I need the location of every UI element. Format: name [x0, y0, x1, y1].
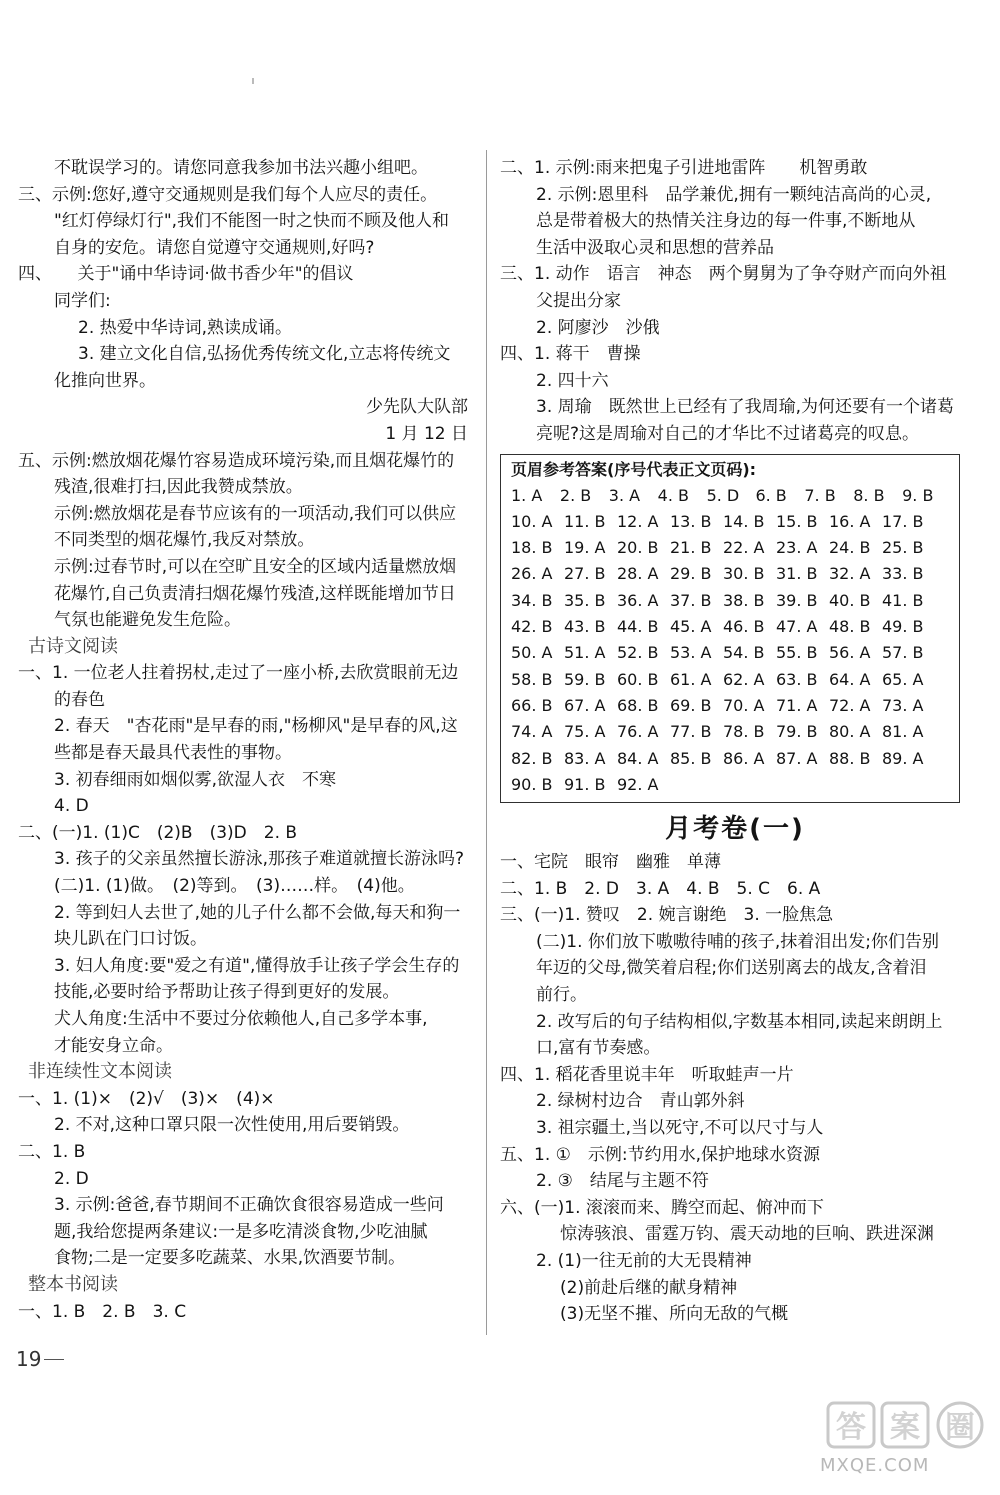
exam-title: 月考卷(一): [665, 814, 805, 845]
header-answer-item: 90. B: [511, 774, 553, 794]
header-answer-item: 16. A: [829, 511, 871, 531]
answer-line: 三、(一)1. 赞叹 2. 婉言谢绝 3. 一脸焦急: [500, 905, 834, 926]
header-answer-item: 4. B: [657, 485, 689, 505]
answer-line: 3. 妇人角度:要"爱之有道",懂得放手让孩子学会生存的: [54, 955, 460, 976]
svg-text:案: 案: [890, 1410, 920, 1445]
answer-line: 一、宅院 眼帘 幽雅 单薄: [500, 852, 721, 873]
header-answer-title: 页眉参考答案(序号代表正文页码):: [511, 459, 757, 479]
header-answer-item: 14. B: [723, 511, 765, 531]
header-answer-item: 67. A: [564, 695, 606, 715]
header-answer-item: 48. B: [829, 617, 871, 637]
answer-line: 3. 建立文化自信,弘扬优秀传统文化,立志将传统文: [78, 344, 451, 365]
header-answer-item: 38. B: [723, 590, 765, 610]
header-answer-item: 69. B: [670, 695, 712, 715]
header-answer-item: 68. B: [617, 695, 659, 715]
answer-line: 自身的安危。请您自觉遵守交通规则,好吗?: [54, 237, 375, 258]
header-answer-item: 61. A: [670, 669, 712, 689]
header-answer-item: 32. A: [829, 564, 871, 584]
answer-line: 年迈的父母,微笑着启程;你们送别离去的战友,含着泪: [536, 958, 927, 979]
section-heading: 非连续性文本阅读: [28, 1061, 172, 1083]
answer-line: 四、1. 蒋干 曹操: [500, 344, 641, 365]
header-answer-item: 20. B: [617, 538, 659, 558]
header-answer-item: 36. A: [617, 590, 659, 610]
answer-line: 示例:过春节时,可以在空旷且安全的区域内适量燃放烟: [54, 556, 457, 577]
header-answer-item: 41. B: [882, 590, 924, 610]
header-answer-item: 42. B: [511, 617, 553, 637]
header-answer-item: 87. A: [776, 748, 818, 768]
header-answer-item: 24. B: [829, 538, 871, 558]
answer-line: 2. 等到妇人去世了,她的儿子什么都不会做,每天和狗一: [54, 902, 461, 923]
answer-line: 五、1. ① 示例:节约用水,保护地球水资源: [500, 1144, 820, 1165]
header-answer-item: 26. A: [511, 564, 553, 584]
header-answer-item: 65. A: [882, 669, 924, 689]
header-answer-item: 3. A: [608, 485, 641, 505]
header-answer-item: 82. B: [511, 748, 553, 768]
header-answer-item: 37. B: [670, 590, 712, 610]
answer-line: 四、1. 稻花香里说丰年 听取蛙声一片: [500, 1064, 794, 1085]
header-answer-item: 11. B: [564, 511, 606, 531]
answer-line: 3. 祖宗疆土,当以死守,不可以尺寸与人: [536, 1118, 824, 1139]
header-answer-item: 54. B: [723, 643, 765, 663]
answer-line: 亮呢?这是周瑜对自己的才华比不过诸葛亮的叹息。: [536, 423, 920, 444]
answer-line: 技能,必要时给予帮助让孩子得到更好的发展。: [54, 982, 400, 1003]
header-answer-item: 5. D: [706, 485, 740, 505]
header-answer-item: 40. B: [829, 590, 871, 610]
answer-line: 六、(一)1. 滚滚而来、腾空而起、俯冲而下: [500, 1197, 824, 1218]
header-answer-item: 59. B: [564, 669, 606, 689]
header-answer-row: [511, 746, 951, 772]
answer-line: 同学们:: [54, 290, 111, 311]
answer-line: 二、1. B: [18, 1141, 86, 1162]
header-answer-item: 77. B: [670, 722, 712, 742]
answer-line: 少先队大队部: [366, 397, 468, 418]
header-answer-item: 57. B: [882, 643, 924, 663]
header-answer-item: 73. A: [882, 695, 924, 715]
header-answer-item: 89. A: [882, 748, 924, 768]
header-answer-item: 30. B: [723, 564, 765, 584]
answer-line: 不耽误学习的。请您同意我参加书法兴趣小组吧。: [54, 158, 428, 178]
answer-line: 3. 初春细雨如烟似雾,欲湿人衣 不寒: [54, 769, 337, 790]
header-answer-item: 45. A: [670, 617, 712, 637]
answer-line: 2. D: [54, 1168, 89, 1189]
answer-line: 2. 示例:恩里科 品学兼优,拥有一颗纯洁高尚的心灵,: [536, 184, 932, 205]
answer-line: (2)前赴后继的献身精神: [560, 1277, 738, 1298]
answer-line: 示例:燃放烟花是春节应该有的一项活动,我们可以供应: [54, 503, 457, 524]
answer-line: 才能安身立命。: [54, 1035, 173, 1056]
answer-line: 3. 孩子的父亲虽然擅长游泳,那孩子难道就擅长游泳吗?: [54, 849, 465, 870]
header-answer-item: 55. B: [776, 643, 818, 663]
header-answer-item: 63. B: [776, 669, 818, 689]
answer-line: 2. 四十六: [536, 370, 609, 391]
answer-line: 一、1. (1)× (2)√ (3)× (4)×: [18, 1088, 275, 1109]
answer-line: 花爆竹,自己负责清扫烟花爆竹残渣,这样既能增加节日: [54, 583, 456, 604]
answer-line: "红灯停绿灯行",我们不能图一时之快而不顾及他人和: [54, 211, 450, 232]
header-answer-item: 1. A: [511, 485, 543, 505]
answer-line: (二)1. 你们放下嗷嗷待哺的孩子,抹着泪出发;你们告别: [536, 931, 940, 952]
header-answer-item: 2. B: [559, 485, 592, 505]
header-answer-item: 50. A: [511, 643, 553, 663]
answer-line: 总是带着极大的热情关注身边的每一件事,不断地从: [536, 211, 916, 232]
header-answer-item: 62. A: [723, 669, 765, 689]
header-answer-row: [511, 509, 951, 535]
answer-line: 气氛也能避免发生危险。: [54, 610, 241, 631]
header-answer-item: 88. B: [829, 748, 871, 768]
header-answer-row: [511, 719, 951, 745]
header-answer-item: 66. B: [511, 695, 553, 715]
header-answer-item: 18. B: [511, 538, 553, 558]
header-answer-item: 86. A: [723, 748, 765, 768]
answer-line: 二、1. 示例:雨来把鬼子引进地雷阵 机智勇敢: [500, 158, 868, 178]
answer-line: 2. 绿树村边合 青山郭外斜: [536, 1091, 745, 1112]
header-answer-item: 71. A: [776, 695, 818, 715]
answer-line: 2. 改写后的句子结构相似,字数基本相同,读起来朗朗上: [536, 1011, 943, 1032]
header-answer-item: 7. B: [804, 485, 836, 505]
answer-line: 残渣,很难打扫,因此我赞成禁放。: [54, 477, 303, 498]
header-answer-item: 13. B: [670, 511, 712, 531]
header-answer-row: [511, 614, 951, 640]
header-answer-row: [511, 535, 951, 561]
header-answer-item: 58. B: [511, 669, 553, 689]
header-answer-item: 75. A: [564, 722, 606, 742]
answer-line: 生活中汲取心灵和思想的营养品: [536, 237, 774, 258]
page-number: 19: [16, 1347, 42, 1371]
header-answer-item: 52. B: [617, 643, 659, 663]
column-divider: [486, 150, 487, 1335]
header-answer-item: 74. A: [511, 722, 553, 742]
header-answer-item: 72. A: [829, 695, 871, 715]
header-answer-item: 44. B: [617, 617, 659, 637]
header-answer-item: 8. B: [853, 485, 885, 505]
answer-line: 2. 阿廖沙 沙俄: [536, 317, 660, 338]
answer-line: 1 月 12 日: [385, 423, 468, 444]
answer-line: 父提出分家: [536, 290, 621, 311]
header-answer-item: 21. B: [670, 538, 712, 558]
answer-line: 一、1. 一位老人拄着拐杖,走过了一座小桥,去欣赏眼前无边: [18, 663, 459, 684]
header-answer-item: 92. A: [617, 774, 659, 794]
page-number-dash: [44, 1359, 64, 1360]
header-answer-row: [511, 561, 951, 587]
answer-line: 的春色: [54, 689, 105, 710]
answer-line: 犬人角度:生活中不要过分依赖他人,自己多学本事,: [54, 1009, 428, 1029]
header-answer-row: [511, 667, 951, 693]
answer-line: (3)无坚不摧、所向无敌的气概: [560, 1304, 789, 1325]
header-answer-item: 9. B: [902, 485, 934, 505]
header-answer-item: 15. B: [776, 511, 818, 531]
answer-line: 2. (1)一往无前的大无畏精神: [536, 1251, 752, 1271]
header-answer-item: 64. A: [829, 669, 871, 689]
header-answer-item: 12. A: [617, 511, 659, 531]
right-bottom-answers: [500, 849, 970, 1328]
header-answer-item: 78. B: [723, 722, 765, 742]
header-answer-item: 43. B: [564, 617, 606, 637]
answer-line: 口,富有节奏感。: [536, 1038, 661, 1059]
header-answer-item: 28. A: [617, 564, 659, 584]
answer-line: 3. 示例:爸爸,春节期间不正确饮食很容易造成一些问: [54, 1195, 444, 1216]
header-answer-item: 80. A: [829, 722, 871, 742]
answer-line: 化推向世界。: [54, 370, 156, 391]
header-answer-item: 56. A: [829, 643, 871, 663]
header-answer-item: 51. A: [564, 643, 606, 663]
header-answer-item: 27. B: [564, 564, 606, 584]
header-answer-item: 29. B: [670, 564, 712, 584]
header-answer-item: 84. A: [617, 748, 659, 768]
header-answer-item: 25. B: [882, 538, 924, 558]
answer-line: 三、示例:您好,遵守交通规则是我们每个人应尽的责任。: [18, 184, 438, 205]
header-answer-item: 31. B: [776, 564, 818, 584]
header-answer-item: 49. B: [882, 617, 924, 637]
right-top-answers: [500, 155, 970, 448]
header-answer-item: 85. B: [670, 748, 712, 768]
answer-line: 2. 春天 "杏花雨"是早春的雨,"杨柳风"是早春的风,这: [54, 716, 458, 737]
answer-line: 三、1. 动作 语言 神态 两个舅舅为了争夺财产而向外祖: [500, 264, 947, 285]
answer-line: 二、1. B 2. D 3. A 4. B 5. C 6. A: [500, 878, 821, 899]
header-answer-item: 83. A: [564, 748, 606, 768]
answer-line: 惊涛骇浪、雷霆万钧、震天动地的巨响、跌进深渊: [560, 1224, 934, 1245]
answer-line: 3. 周瑜 既然世上已经有了我周瑜,为何还要有一个诸葛: [536, 397, 955, 418]
header-answer-row: [511, 693, 951, 719]
section-heading: 整本书阅读: [28, 1273, 118, 1295]
header-answer-item: 53. A: [670, 643, 712, 663]
answer-line: 2. 不对,这种口罩只限一次性使用,用后要销毁。: [54, 1115, 410, 1136]
header-answer-item: 81. A: [882, 722, 924, 742]
header-answer-row: [511, 640, 951, 666]
header-answer-item: 10. A: [511, 511, 553, 531]
svg-text:答: 答: [836, 1410, 866, 1445]
watermark-url: MXQE.COM: [820, 1455, 930, 1476]
header-answer-item: 91. B: [564, 774, 606, 794]
header-answer-row: [511, 588, 951, 614]
header-answer-row: [511, 483, 951, 509]
answer-line: 块儿趴在门口讨饭。: [54, 929, 207, 950]
answer-line: 些都是春天最具代表性的事物。: [54, 743, 292, 764]
scan-mark: [252, 78, 254, 84]
answer-line: 前行。: [536, 985, 587, 1006]
header-answer-item: 39. B: [776, 590, 818, 610]
header-answer-item: 17. B: [882, 511, 924, 531]
answer-line: 4. D: [54, 796, 89, 817]
header-answer-item: 22. A: [723, 538, 765, 558]
answer-line: 四、 关于"诵中华诗词·做书香少年"的倡议: [18, 264, 354, 285]
answer-line: 五、示例:燃放烟花爆竹容易造成环境污染,而且烟花爆竹的: [18, 450, 455, 471]
answer-line: 二、(一)1. (1)C (2)B (3)D 2. B: [18, 822, 298, 843]
header-answer-item: 46. B: [723, 617, 765, 637]
answer-line: 2. ③ 结尾与主题不符: [536, 1171, 709, 1192]
header-answer-grid: [511, 483, 951, 799]
header-answer-item: 35. B: [564, 590, 606, 610]
header-answer-item: 47. A: [776, 617, 818, 637]
header-answer-item: 23. A: [776, 538, 818, 558]
header-answer-box: [500, 454, 960, 804]
header-answer-item: 34. B: [511, 590, 553, 610]
svg-text:圈: 圈: [945, 1410, 975, 1445]
header-answer-item: 19. A: [564, 538, 606, 558]
answer-line: (二)1. (1)做。 (2)等到。 (3)……样。 (4)他。: [54, 876, 415, 897]
header-answer-item: 33. B: [882, 564, 924, 584]
right-column: [500, 155, 970, 1328]
answer-line: 题,我给您提两条建议:一是多吃清淡食物,少吃油腻: [54, 1221, 428, 1242]
header-answer-item: 76. A: [617, 722, 659, 742]
header-answer-row: [511, 772, 951, 798]
header-answer-item: 70. A: [723, 695, 765, 715]
header-answer-item: 79. B: [776, 722, 818, 742]
header-answer-item: 60. B: [617, 669, 659, 689]
section-heading: 古诗文阅读: [28, 635, 118, 657]
answer-line: 一、1. B 2. B 3. C: [18, 1301, 187, 1322]
left-column: [18, 155, 480, 1325]
answer-line: 食物;二是一定要多吃蔬菜、水果,饮酒要节制。: [54, 1248, 406, 1269]
answer-line: 不同类型的烟花爆竹,我反对禁放。: [54, 530, 315, 551]
header-answer-item: 6. B: [755, 485, 787, 505]
answer-line: 2. 热爱中华诗词,熟读成诵。: [78, 317, 293, 338]
